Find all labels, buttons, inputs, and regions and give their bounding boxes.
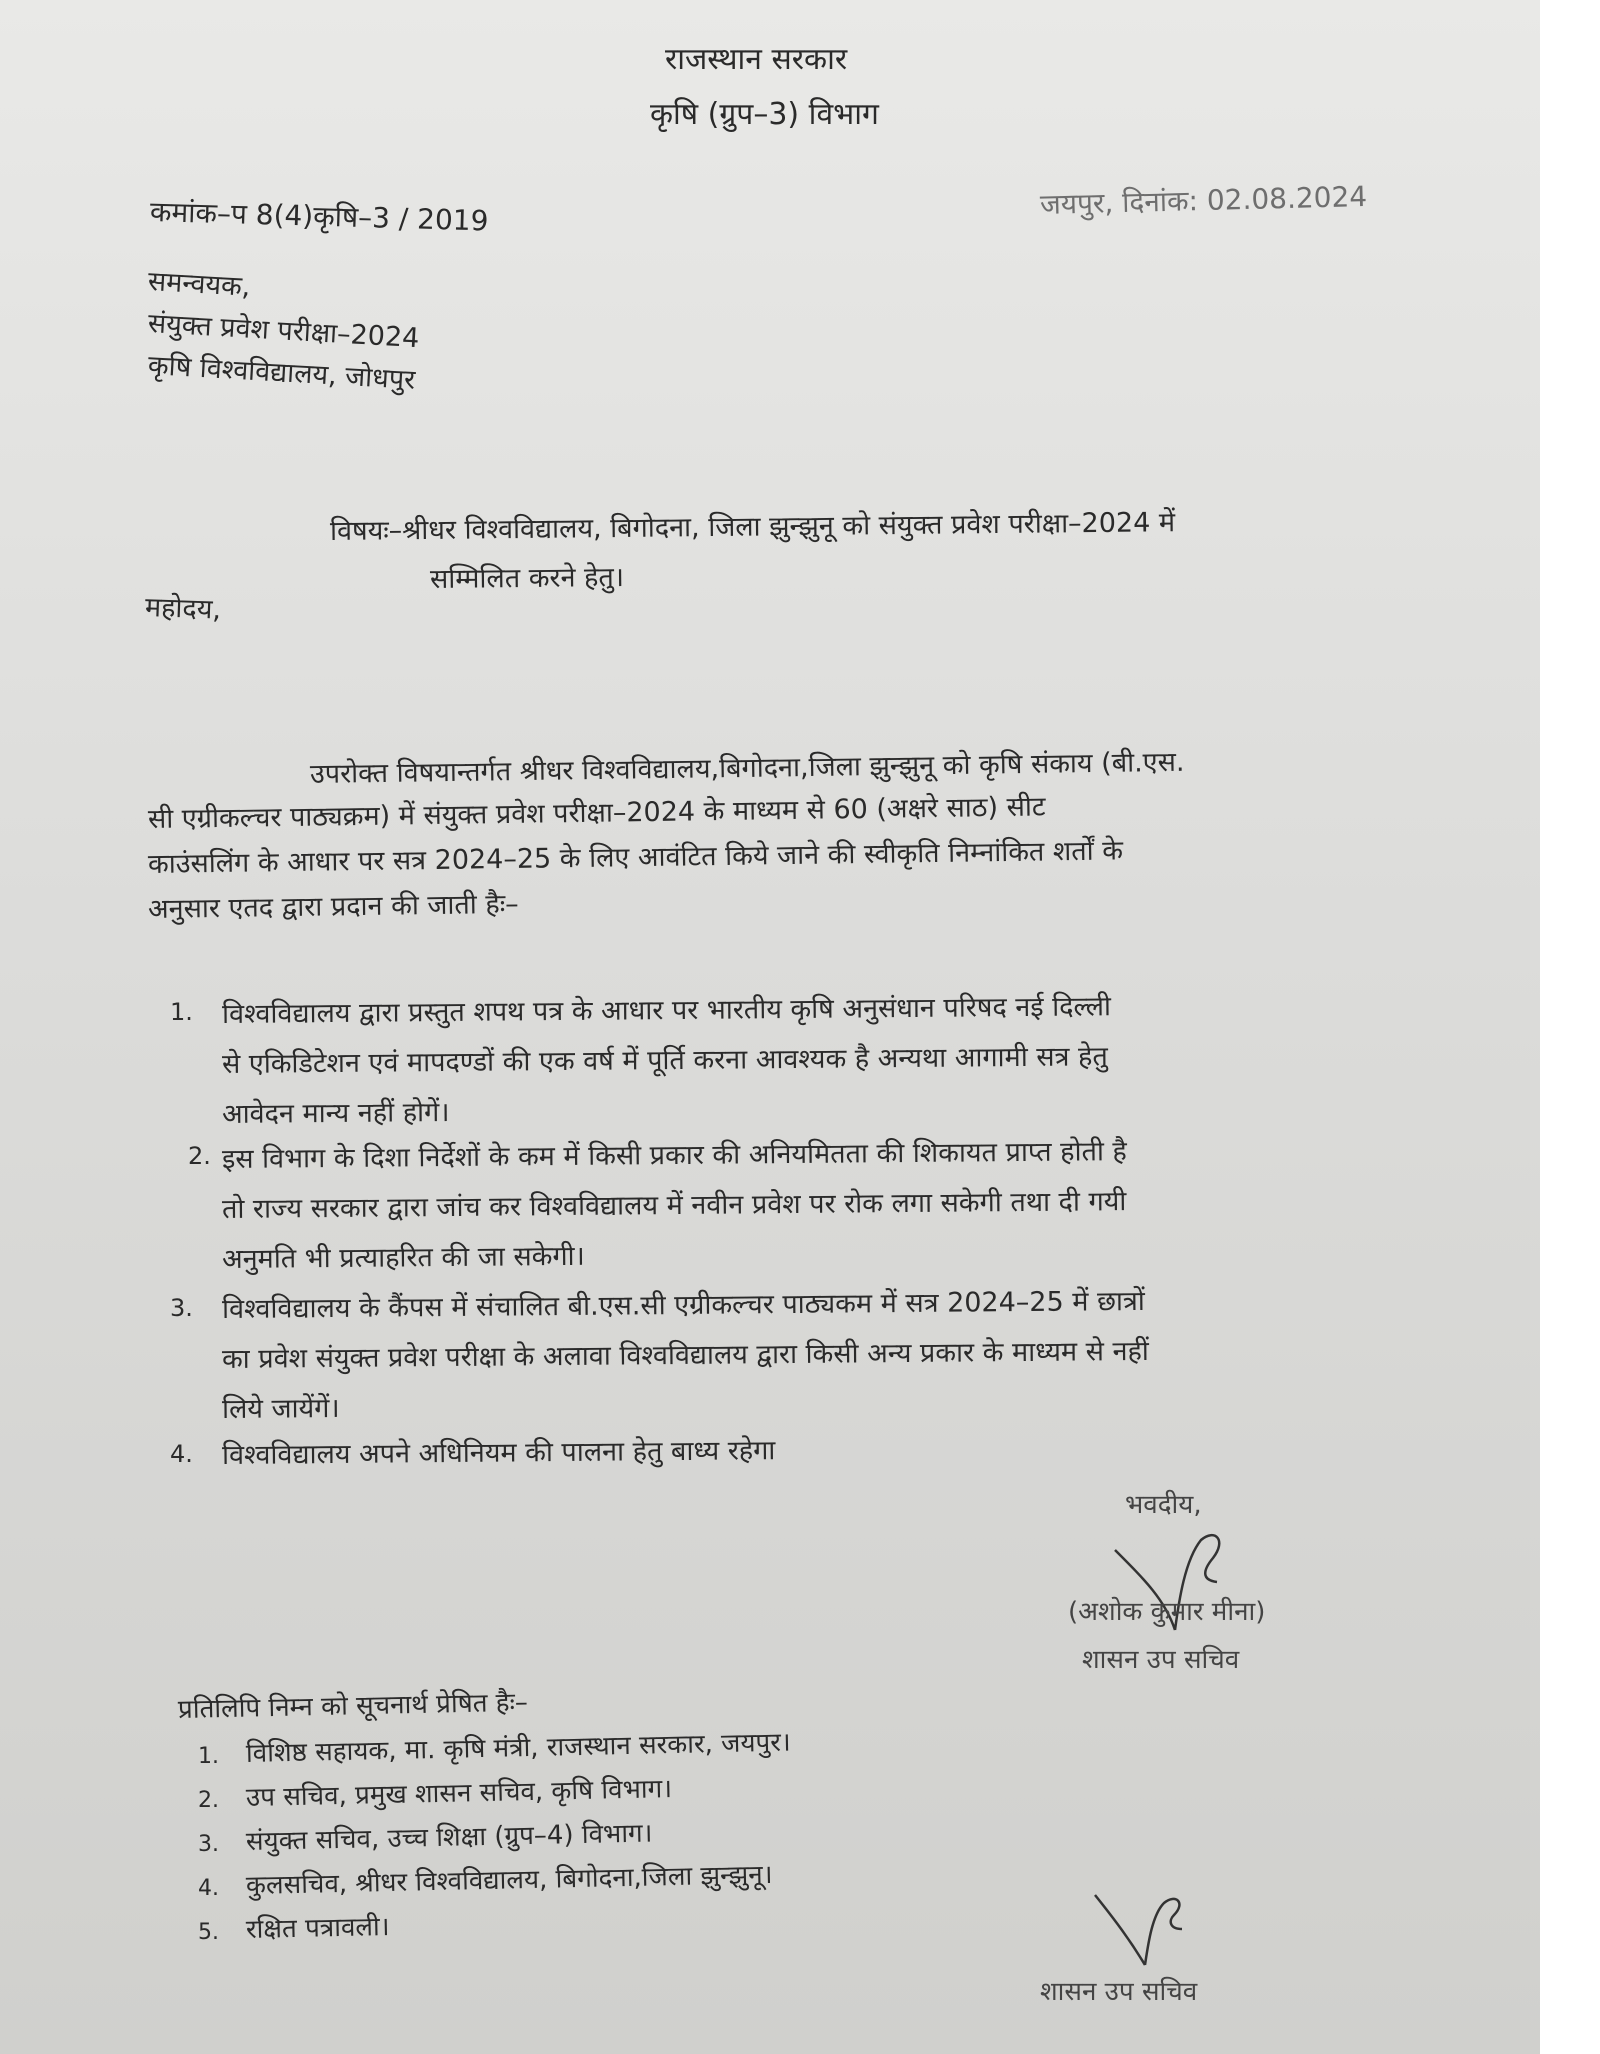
condition-line: तो राज्य सरकार द्वारा जांच कर विश्वविद्यालय में नवीन प्रवेश पर रोक लगा सकेगी तथा दी गयी <box>221 1186 1127 1225</box>
condition-line: अनुमति भी प्रत्याहरित की जा सकेगी। <box>221 1240 585 1275</box>
footer-designation: शासन उप सचिव <box>1040 1977 1198 2007</box>
body-paragraph-line: अनुसार एतद द्वारा प्रदान की जाती हैः– <box>147 888 519 925</box>
subject-line: विषयः–श्रीधर विश्वविद्यालय, बिगोदना, जिला झुन्झुनू को संयुक्त प्रवेश परीक्षा–2024 में <box>329 507 1176 547</box>
salutation: महोदय, <box>144 592 222 626</box>
closing-text: भवदीय, <box>1125 1490 1202 1520</box>
reference-number: कमांक–प 8(4)कृषि–3 / 2019 <box>149 195 489 238</box>
condition-number: 4. <box>170 1440 193 1468</box>
letter-date: जयपुर, दिनांक: 02.08.2024 <box>1039 180 1368 221</box>
condition-number: 1. <box>170 998 193 1026</box>
header-government: राजस्थान सरकार <box>665 42 848 77</box>
subject-line: सम्मिलित करने हेतु। <box>429 561 625 595</box>
condition-line: का प्रवेश संयुक्त प्रवेश परीक्षा के अलावा विश्वविद्यालय द्वारा किसी अन्य प्रकार के माध्यम से नहीं <box>221 1335 1149 1375</box>
copy-item-number: 3. <box>198 1832 219 1857</box>
addressee-line: कृषि विश्वविद्यालय, जोधपुर <box>147 350 417 396</box>
condition-number: 2. <box>188 1142 211 1170</box>
condition-line: से एकिडिटेशन एवं मापदण्डों की एक वर्ष में पूर्ति करना आवश्यक है अन्यथा आगामी सत्र हेतु <box>221 1041 1108 1080</box>
condition-line: विश्वविद्यालय अपने अधिनियम की पालना हेतु बाध्य रहेगा <box>221 1435 776 1471</box>
copy-item-number: 1. <box>198 1744 219 1769</box>
copy-item-number: 2. <box>198 1788 219 1813</box>
copy-item: कुलसचिव, श्रीधर विश्वविद्यालय, बिगोदना,जिला झुन्झुनू। <box>245 1859 773 1901</box>
condition-number: 3. <box>170 1294 193 1322</box>
condition-line: विश्वविद्यालय द्वारा प्रस्तुत शपथ पत्र के आधार पर भारतीय कृषि अनुसंधान परिषद नई दिल्ली <box>221 991 1112 1030</box>
signatory-name: (अशोक कुमार मीना) <box>1068 1597 1266 1627</box>
body-paragraph-line: उपरोक्त विषयान्तर्गत श्रीधर विश्वविद्यालय,बिगोदना,जिला झुन्झुनू को कृषि संकाय (बी.एस. <box>309 746 1185 790</box>
copy-item: रक्षित पत्रावली। <box>245 1911 390 1945</box>
copy-item-number: 4. <box>198 1876 219 1901</box>
body-paragraph-line: काउंसलिंग के आधार पर सत्र 2024–25 के लिए आवंटित किये जाने की स्वीकृति निम्नांकित शर्तों के <box>147 835 1124 880</box>
signatory-designation: शासन उप सचिव <box>1082 1645 1240 1675</box>
addressee-line: संयुक्त प्रवेश परीक्षा–2024 <box>147 308 421 355</box>
copy-item: उप सचिव, प्रमुख शासन सचिव, कृषि विभाग। <box>245 1774 673 1813</box>
body-paragraph-line: सी एग्रीकल्चर पाठ्यक्रम) में संयुक्त प्रवेश परीक्षा–2024 के माध्यम से 60 (अक्षरे साठ) सीट <box>147 791 1046 835</box>
condition-line: इस विभाग के दिशा निर्देशों के कम में किसी प्रकार की अनियमितता की शिकायत प्राप्त होती है <box>221 1136 1127 1175</box>
addressee-line: समन्वयक, <box>147 266 252 303</box>
header-department: कृषि (ग्रुप–3) विभाग <box>650 97 879 132</box>
condition-line: आवेदन मान्य नहीं होगें। <box>221 1097 450 1130</box>
footer-signature-mark <box>1090 1885 1200 1975</box>
condition-line: विश्वविद्यालय के कैंपस में संचालित बी.एस.सी एग्रीकल्चर पाठ्यकम में सत्र 2024–25 में छात्रों <box>221 1285 1145 1325</box>
copy-item-number: 5. <box>198 1920 219 1945</box>
copy-to-heading: प्रतिलिपि निम्न को सूचनार्थ प्रेषित हैः– <box>177 1687 529 1725</box>
copy-item: संयुक्त सचिव, उच्च शिक्षा (ग्रुप–4) विभाग। <box>245 1818 653 1857</box>
copy-item: विशिष्ठ सहायक, मा. कृषि मंत्री, राजस्थान सरकार, जयपुर। <box>245 1727 792 1769</box>
condition-line: लिये जायेंगें। <box>221 1392 340 1425</box>
